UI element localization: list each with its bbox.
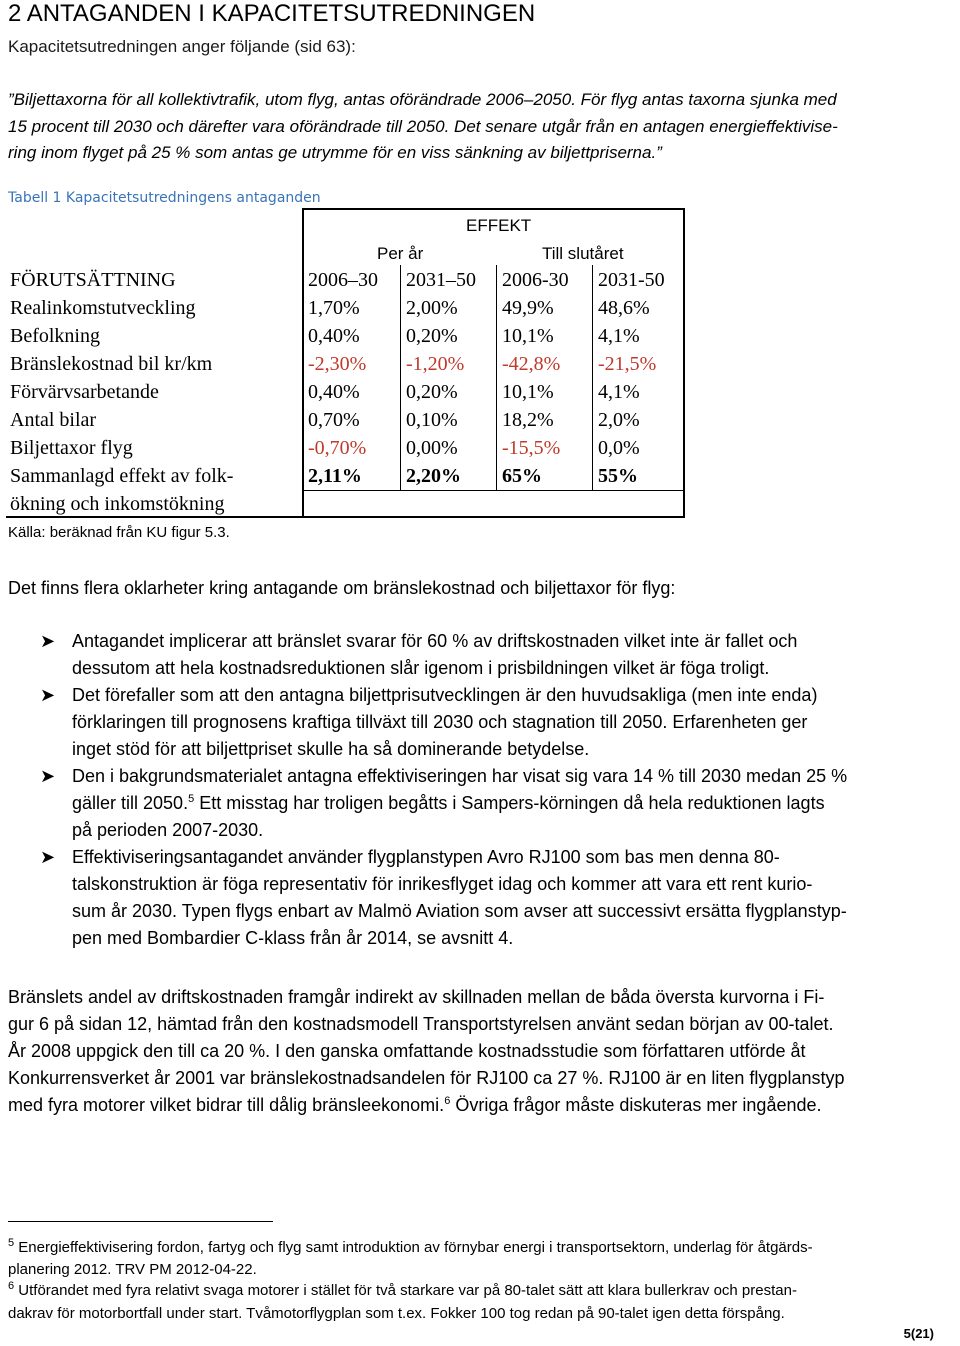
list-item bbox=[40, 682, 958, 763]
table-cell: 0,10% bbox=[406, 409, 458, 431]
table-cell-total: 2,11% bbox=[308, 465, 362, 487]
bullet-line: sum år 2030. Typen flygs enbart av Malmö Aviation som avser att successivt ersätta flygplanstyp- bbox=[72, 901, 847, 921]
paragraph-line: gur 6 på sidan 12, hämtad från den kostnadsmodell Transportstyrelsen använt sedan början av 00-talet. bbox=[8, 1014, 834, 1034]
list-item bbox=[40, 763, 958, 844]
section-heading: 2 ANTAGANDEN I KAPACITETSUTREDNINGEN bbox=[8, 0, 536, 27]
table-cell: 0,20% bbox=[406, 325, 458, 347]
row-label: Biljettaxor flyg bbox=[10, 437, 133, 459]
column-label: FÖRUTSÄTTNING bbox=[10, 269, 176, 291]
page-number: 5(21) bbox=[903, 1326, 934, 1341]
period-header: 2031–50 bbox=[406, 269, 476, 291]
table-cell-negative: -0,70% bbox=[308, 437, 367, 459]
bullet-text: gäller till 2050. bbox=[72, 793, 189, 813]
row-label: Sammanlagd effekt av folk- bbox=[10, 465, 234, 487]
table-cell-negative: -42,8% bbox=[502, 353, 561, 375]
table-cell: 4,1% bbox=[598, 381, 640, 403]
assumptions-table bbox=[0, 0, 960, 540]
row-label: Antal bilar bbox=[10, 409, 97, 431]
bullet-line: på perioden 2007-2030. bbox=[72, 820, 264, 840]
paragraph-text: Övriga frågor måste diskuteras mer ingående. bbox=[455, 1095, 822, 1115]
quote-line: ”Biljettaxorna för all kollektivtrafik, utom flyg, antas oförändrade 2006–2050. För flyg antas taxorna sjunka med bbox=[8, 90, 837, 109]
header-per-ar: Per år bbox=[377, 244, 424, 263]
footnote-divider bbox=[8, 1221, 273, 1222]
bullet-line: Effektiviseringsantagandet använder flygplanstypen Avro RJ100 som bas men denna 80- bbox=[72, 847, 780, 867]
footnote-text: Utförandet med fyra relativt svaga motorer i stället för två starkare var på 80-talet sätt att klara bullerkrav och prestan- bbox=[18, 1282, 797, 1299]
row-label: Bränslekostnad bil kr/km bbox=[10, 353, 213, 375]
footnote-number: 6 bbox=[8, 1280, 15, 1292]
table-cell: 0,0% bbox=[598, 437, 640, 459]
footnote-number: 5 bbox=[8, 1237, 15, 1249]
row-label: Befolkning bbox=[10, 325, 100, 347]
bullet-line: dessutom att hela kostnadsreduktionen slår igenom i prisbildningen vilket är föga troligt. bbox=[72, 658, 770, 678]
table-cell: 0,40% bbox=[308, 381, 360, 403]
paragraph-line: År 2008 uppgick den till ca 20 %. I den ganska omfattande kostnadsstudie som författaren utförde åt bbox=[8, 1041, 806, 1061]
table-cell: 2,00% bbox=[406, 297, 458, 319]
bullet-line: talskonstruktion är föga representativ för inrikesflyget idag och kommer att vara ett rent kurio- bbox=[72, 874, 813, 894]
table-cell: 2,0% bbox=[598, 409, 640, 431]
period-header: 2006–30 bbox=[308, 269, 378, 291]
paragraph-line: Bränslets andel av driftskostnaden framgår indirekt av skillnaden mellan de båda översta kurvorna i Fi- bbox=[8, 987, 825, 1007]
table-cell: 0,40% bbox=[308, 325, 360, 347]
row-label: Realinkomstutveckling bbox=[10, 297, 196, 319]
footnote bbox=[8, 1238, 813, 1258]
table-cell-negative: -1,20% bbox=[406, 353, 465, 375]
arrow-bullet-icon: ➤ bbox=[40, 766, 56, 786]
footnote bbox=[8, 1281, 797, 1301]
table-cell: 48,6% bbox=[598, 297, 650, 319]
list-item bbox=[40, 844, 958, 952]
table-cell-negative: -15,5% bbox=[502, 437, 561, 459]
table-cell-negative: -2,30% bbox=[308, 353, 367, 375]
bullet-line: inget stöd för att biljettpriset skulle ha så dominerande betydelse. bbox=[72, 739, 590, 759]
body-paragraph bbox=[8, 984, 958, 1119]
table-cell: 0,00% bbox=[406, 437, 458, 459]
row-label-continued: ökning och inkomstökning bbox=[10, 493, 225, 515]
header-till-slutaret: Till slutåret bbox=[542, 244, 624, 263]
table-caption: Tabell 1 Kapacitetsutredningens antaganden bbox=[8, 190, 321, 206]
table-cell: 10,1% bbox=[502, 325, 554, 347]
table-cell: 0,20% bbox=[406, 381, 458, 403]
header-effekt: EFFEKT bbox=[466, 216, 532, 235]
bullet-line: Antagandet implicerar att bränslet svarar för 60 % av driftskostnaden vilket inte är fallet och bbox=[72, 631, 798, 651]
footnote-continued: dakrav för motorbortfall under start. Tvåmotorflygplan som t.ex. Fokker 100 tog redan på 90-talet igen detta förspång. bbox=[8, 1305, 785, 1322]
table-cell: 10,1% bbox=[502, 381, 554, 403]
table-cell: 0,70% bbox=[308, 409, 360, 431]
bullet-line: Det förefaller som att den antagna biljettprisutvecklingen är den huvudsakliga (men inte enda) bbox=[72, 685, 818, 705]
footnote-ref[interactable]: 5 bbox=[188, 793, 195, 805]
bullet-text: Ett misstag har troligen begåtts i Sampers-körningen då hela reduktionen lagts bbox=[199, 793, 825, 813]
quote-line: ring inom flyget på 25 % som antas ge utrymme för en viss sänkning av biljettpriserna.” bbox=[8, 143, 662, 162]
period-header: 2031-50 bbox=[598, 269, 665, 291]
bullet-list bbox=[40, 628, 958, 952]
paragraph-text: med fyra motorer vilket bidrar till dålig bränsleekonomi. bbox=[8, 1095, 445, 1115]
paragraph-line bbox=[8, 1092, 958, 1119]
footnote-ref[interactable]: 6 bbox=[444, 1095, 451, 1107]
table-cell-total: 55% bbox=[598, 465, 638, 487]
table-cell: 1,70% bbox=[308, 297, 360, 319]
arrow-bullet-icon: ➤ bbox=[40, 685, 56, 705]
period-header: 2006-30 bbox=[502, 269, 569, 291]
list-item bbox=[40, 628, 958, 682]
bullet-line: Den i bakgrundsmaterialet antagna effektiviseringen har visat sig vara 14 % till 2030 medan 25 % bbox=[72, 766, 848, 786]
bullet-line bbox=[72, 790, 958, 817]
arrow-bullet-icon: ➤ bbox=[40, 847, 56, 867]
footnote-continued: planering 2012. TRV PM 2012-04-22. bbox=[8, 1261, 257, 1278]
footnote-text: Energieffektivisering fordon, fartyg och flyg samt introduktion av förnybar energi i transportsektorn, underlag för åtgärds- bbox=[18, 1239, 813, 1256]
section-subheading: Kapacitetsutredningen anger följande (sid 63): bbox=[8, 37, 356, 56]
table-cell-total: 65% bbox=[502, 465, 542, 487]
table-cell: 49,9% bbox=[502, 297, 554, 319]
row-label: Förvärvsarbetande bbox=[10, 381, 159, 403]
bullet-line: pen med Bombardier C-klass från år 2014, se avsnitt 4. bbox=[72, 928, 514, 948]
arrow-bullet-icon: ➤ bbox=[40, 631, 56, 651]
table-cell-total: 2,20% bbox=[406, 465, 461, 487]
table-cell: 18,2% bbox=[502, 409, 554, 431]
intro-text: Det finns flera oklarheter kring antagande om bränslekostnad och biljettaxor för flyg: bbox=[8, 578, 676, 598]
quote-line: 15 procent till 2030 och därefter vara oförändrade till 2050. Det senare utgår från en antagen energieffektivise- bbox=[8, 116, 838, 136]
table-cell-negative: -21,5% bbox=[598, 353, 657, 375]
table-source: Källa: beräknad från KU figur 5.3. bbox=[8, 524, 230, 541]
table-cell: 4,1% bbox=[598, 325, 640, 347]
bullet-line: förklaringen till prognosens kraftiga tillväxt till 2030 och stagnation till 2050. Erfarenheten ger bbox=[72, 712, 808, 732]
paragraph-line: Konkurrensverket år 2001 var bränslekostnadsandelen för RJ100 ca 27 %. RJ100 är en liten flygplanstyp bbox=[8, 1068, 845, 1088]
